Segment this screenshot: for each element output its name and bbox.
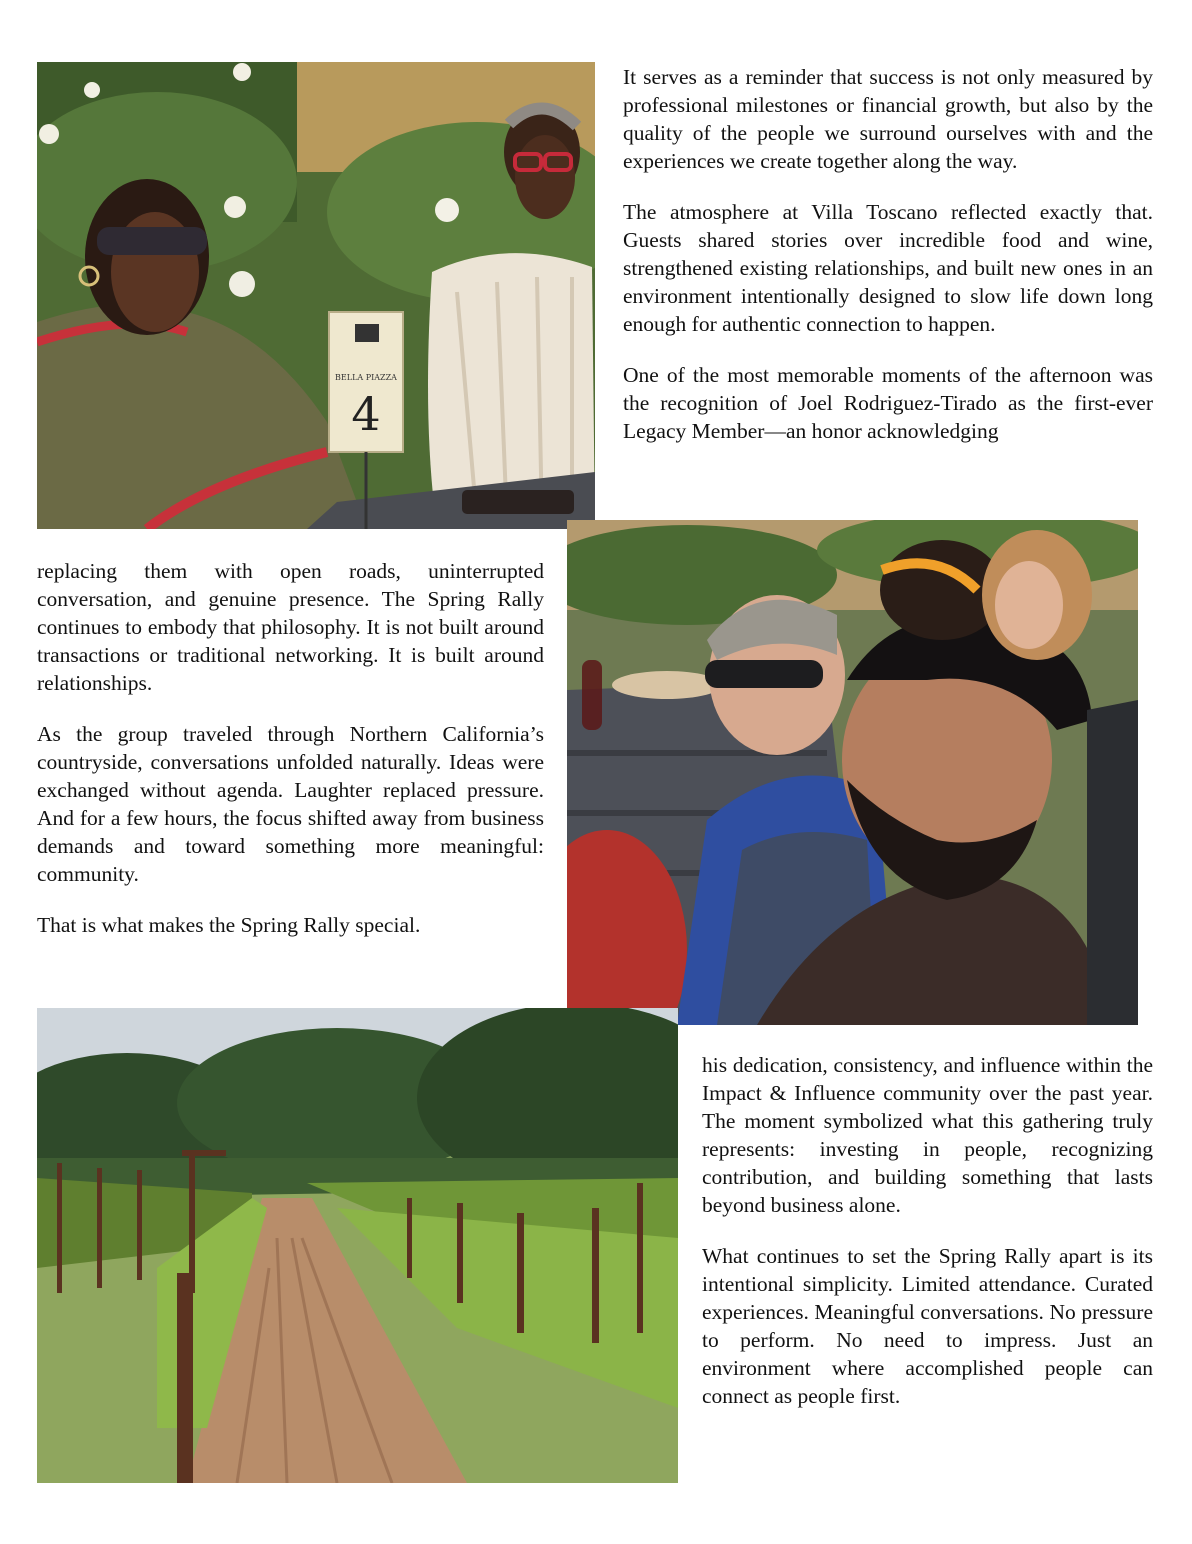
paragraph: That is what makes the Spring Rally special. <box>37 913 421 937</box>
table-card-number: 4 <box>351 387 381 441</box>
photo-vineyard <box>37 1008 678 1483</box>
paragraph: The atmosphere at Villa Toscano reflected exactly that. Guests shared stories over incredible food and wine, strengthened existing relationships, and built new ones in an environment intentionally designed to slow life down long enough for authentic connection to happen. <box>623 200 1153 336</box>
paragraph: As the group traveled through Northern California’s countryside, conversations unfolded naturally. Ideas were exchanged without agenda. Laughter replaced pressure. And for a few hours, the focus shifted away from business demands and toward something more meaningful: community. <box>37 722 544 886</box>
table-card-brand: BELLA PIAZZA <box>335 373 397 382</box>
text-column-middle-left <box>37 557 544 939</box>
photo-women-garden <box>37 62 595 529</box>
photo-vineyard-image <box>37 1008 678 1483</box>
photo-women-garden-image <box>37 62 595 529</box>
paragraph: What continues to set the Spring Rally apart is its intentional simplicity. Limited attendance. Curated experiences. Meaningful conversations. No pressure to perform. No need to impress. Just an environment where accomplished people can connect as people first. <box>702 1244 1153 1408</box>
paragraph: his dedication, consistency, and influence within the Impact & Influence community over the past year. The moment symbolized what this gathering truly represents: investing in people, recognizing contribution, and building something that lasts beyond business alone. <box>702 1053 1153 1217</box>
paragraph: replacing them with open roads, uninterrupted conversation, and genuine presence. The Spring Rally continues to embody that philosophy. It is not built around transactions or traditional networking. It is built around relationships. <box>37 559 544 695</box>
paragraph: It serves as a reminder that success is not only measured by professional milestones or financial growth, but also by the quality of the people we surround ourselves with and the experiences we create together along the way. <box>623 65 1153 173</box>
paragraph: One of the most memorable moments of the afternoon was the recognition of Joel Rodriguez-Tirado as the first-ever Legacy Member—an honor acknowledging <box>623 363 1153 443</box>
photo-men-patio-image <box>567 520 1138 1025</box>
photo-men-patio <box>567 520 1138 1025</box>
text-column-bottom-right <box>702 1051 1153 1410</box>
text-column-top-right <box>623 63 1153 445</box>
